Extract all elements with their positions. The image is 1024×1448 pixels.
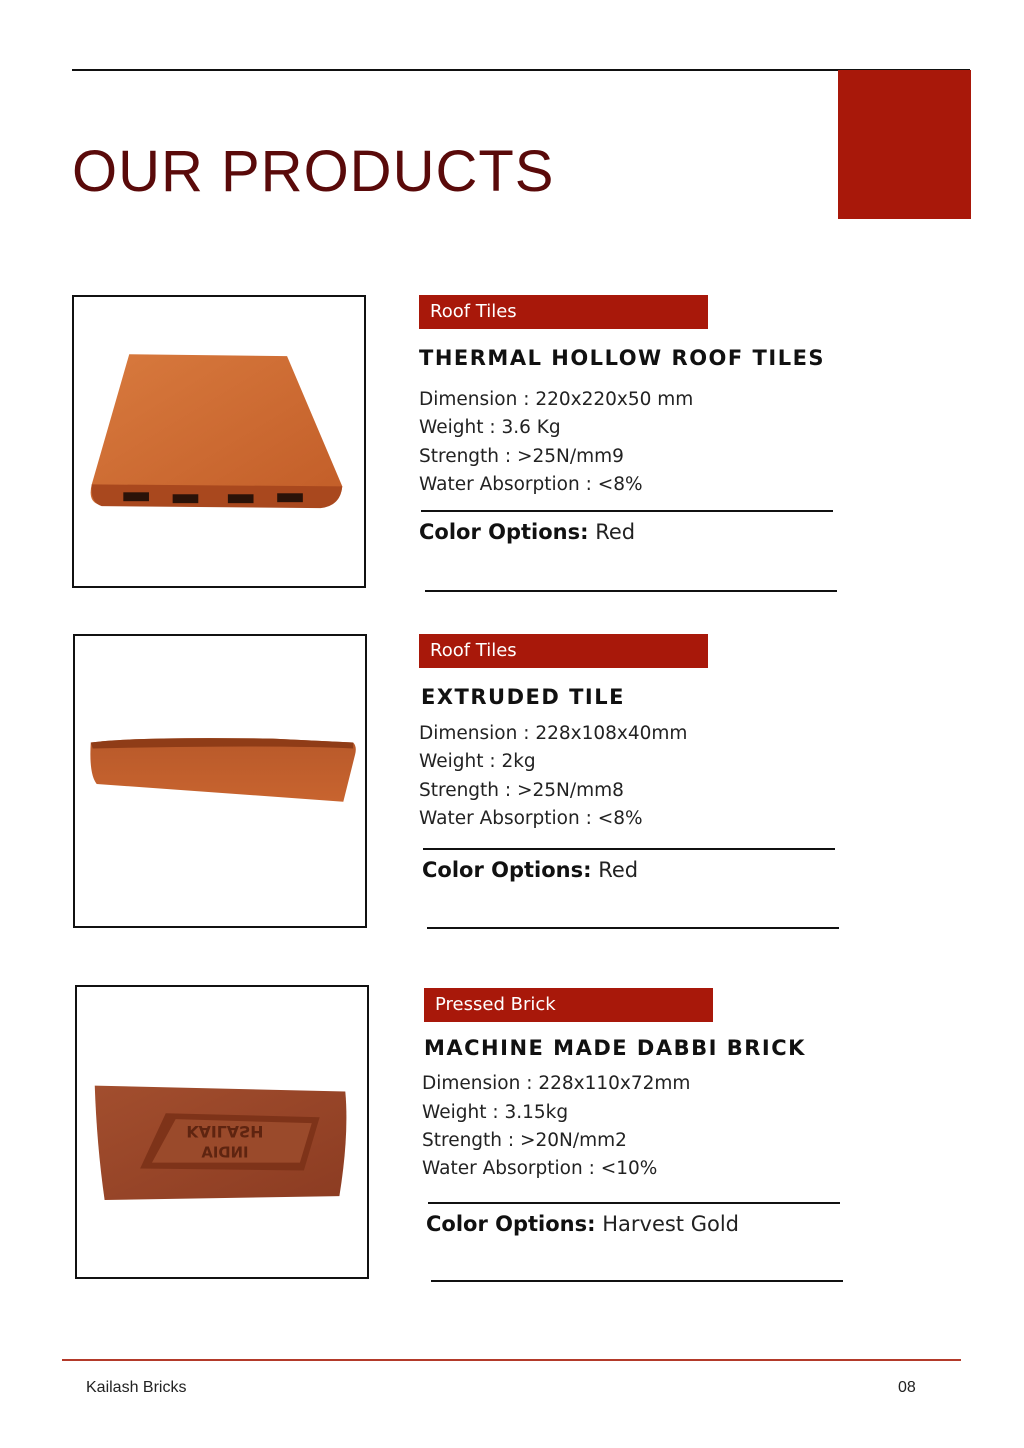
product-title: MACHINE MADE DABBI BRICK (424, 1036, 806, 1060)
stamp-text-country: INDIA (201, 1144, 249, 1162)
dabbi-brick-photo (77, 987, 367, 1277)
category-label: Roof Tiles (419, 634, 708, 668)
color-options-value: Red (595, 520, 636, 544)
spec-water-absorption: Water Absorption : <10% (422, 1158, 658, 1179)
product-image-frame (75, 985, 369, 1279)
category-label: Roof Tiles (419, 295, 708, 329)
spec-strength: Strength : >25N/mm8 (419, 780, 624, 801)
extruded-tile-photo (75, 636, 365, 926)
product-title: EXTRUDED TILE (421, 685, 625, 709)
divider (427, 927, 839, 929)
divider (423, 848, 835, 850)
spec-dimension: Dimension : 220x220x50 mm (419, 389, 694, 410)
spec-dimension: Dimension : 228x110x72mm (422, 1073, 691, 1094)
divider (431, 1280, 843, 1282)
spec-strength: Strength : >20N/mm2 (422, 1130, 627, 1151)
hollow-roof-tile-photo (74, 297, 364, 586)
divider (428, 1202, 840, 1204)
header-rule (72, 69, 970, 71)
color-options-label: Color Options: (422, 858, 592, 882)
color-options-label: Color Options: (419, 520, 589, 544)
spec-dimension: Dimension : 228x108x40mm (419, 723, 688, 744)
page-title: OUR PRODUCTS (72, 139, 555, 204)
spec-strength: Strength : >25N/mm9 (419, 446, 624, 467)
stamp-text-brand: KAILASH (186, 1122, 264, 1142)
color-options (426, 1212, 739, 1236)
product-image-frame (73, 634, 367, 928)
divider (421, 510, 833, 512)
footer-rule (62, 1359, 961, 1361)
spec-water-absorption: Water Absorption : <8% (419, 474, 643, 495)
color-options (422, 858, 638, 882)
product-image-frame (72, 295, 366, 588)
header-accent-block (838, 70, 971, 219)
spec-weight: Weight : 3.15kg (422, 1102, 569, 1123)
category-label: Pressed Brick (424, 988, 713, 1022)
divider (425, 590, 837, 592)
color-options (419, 520, 635, 544)
spec-weight: Weight : 2kg (419, 751, 536, 772)
footer-brand: Kailash Bricks (86, 1379, 187, 1396)
product-title: THERMAL HOLLOW ROOF TILES (419, 346, 826, 370)
color-options-label: Color Options: (426, 1212, 596, 1236)
color-options-value: Harvest Gold (602, 1212, 739, 1236)
spec-water-absorption: Water Absorption : <8% (419, 808, 643, 829)
color-options-value: Red (598, 858, 639, 882)
spec-weight: Weight : 3.6 Kg (419, 417, 561, 438)
page-number: 08 (898, 1379, 916, 1396)
